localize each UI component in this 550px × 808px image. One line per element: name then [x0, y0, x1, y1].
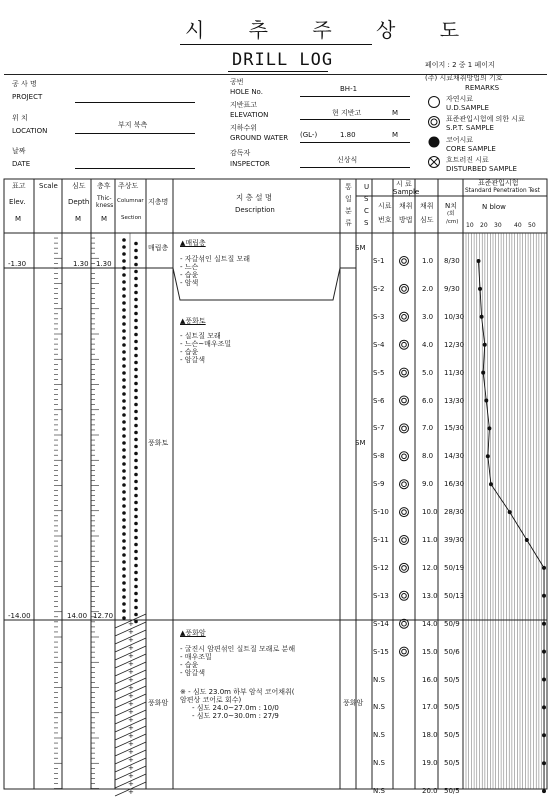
hdr-uscs-1: 통 [345, 183, 352, 191]
layer2-uscs: SM [355, 439, 366, 447]
svg-text:+: + [128, 636, 134, 644]
layer3-title: ▲풍화암 [180, 629, 206, 637]
svg-text:+: + [128, 644, 134, 652]
sample-depth: 8.0 [422, 452, 434, 461]
sample-no: S-12 [373, 563, 389, 572]
svg-text:+: + [128, 716, 134, 724]
svg-text:+: + [128, 764, 134, 772]
svg-text:+: + [128, 676, 134, 684]
sample-no: S-15 [373, 647, 389, 656]
hole-value: BH-1 [340, 85, 358, 93]
sample-depth: 6.0 [422, 396, 434, 405]
sample-n: 50/6 [444, 647, 460, 656]
sample-depth: 14.0 [422, 619, 438, 628]
gw-value: 1.80 [340, 131, 356, 139]
layer3-line4: - 암갈색 [180, 669, 206, 677]
layer3-note1: ※ - 심도 23.0m 하부 암석 코어채취( [180, 688, 295, 696]
svg-text:+: + [128, 668, 134, 676]
sample-depth: 19.0 [422, 759, 438, 768]
layer3-note4: - 심도 27.0~30.0m : 27/9 [192, 712, 279, 720]
hdr-uscs2-4: S [364, 219, 369, 227]
sample-depth: 20.0 [422, 787, 438, 796]
sample-depth: 4.0 [422, 340, 434, 349]
layer2-line1: - 실트질 모래 [180, 332, 221, 340]
layer3-line1: - 굴진시 암편섞인 실트질 모래로 분해 [180, 645, 296, 653]
layer3-name: 풍화암 [148, 699, 169, 707]
hdr-depth-kr: 심도 [72, 182, 86, 190]
hdr-sdepth-1: 채취 [420, 202, 434, 210]
svg-text:+: + [128, 780, 134, 788]
layer1-depth: 1.30 [73, 260, 89, 268]
project-label-kr: 공 사 명 [12, 80, 37, 88]
ud-sample-icon [429, 97, 440, 108]
sample-no: S-9 [373, 480, 385, 489]
remark-core-kr: 코어시료 [446, 136, 474, 144]
hdr-elev-unit: M [15, 215, 22, 223]
hdr-smethod-1: 채취 [399, 202, 413, 210]
sample-depth: 16.0 [422, 675, 438, 684]
hdr-sno-2: 번호 [378, 216, 392, 224]
remark-spt-kr: 표준관입시험에 의한 시료 [446, 115, 525, 123]
core-sample-icon [429, 137, 440, 148]
layer2-thick: 12.70 [93, 612, 114, 620]
hdr-sno-1: 시료 [378, 202, 392, 210]
layer1-elev: -1.30 [8, 260, 27, 268]
hole-label-kr: 공번 [230, 78, 244, 86]
sample-n: 50/5 [444, 731, 460, 740]
sample-no: N.S [373, 731, 385, 740]
svg-text:+: + [128, 772, 134, 780]
layer2-depth: 14.00 [67, 612, 88, 620]
sample-depth: 18.0 [422, 731, 438, 740]
sample-no: S-3 [373, 312, 385, 321]
hdr-nval-3: /cm) [446, 219, 459, 225]
sample-depth: 11.0 [422, 536, 438, 544]
location-label-kr: 위 치 [12, 114, 28, 122]
layer3-note2: 암편상 코어로 회수) [180, 696, 242, 704]
svg-text:+: + [128, 684, 134, 692]
hole-label-en: HOLE No. [230, 88, 263, 96]
hdr-thick-unit: M [101, 215, 108, 223]
tick-20: 20 [480, 222, 488, 229]
sample-n: 8/30 [444, 257, 460, 265]
sample-depth: 1.0 [422, 257, 434, 265]
hdr-scale: Scale [39, 182, 58, 190]
sample-n: 12/30 [444, 340, 465, 349]
layer1-line3: - 습윤 [180, 271, 199, 279]
hdr-layer: 지층명 [148, 198, 169, 206]
hdr-uscs2-2: S [364, 195, 369, 203]
layer2-name: 풍화토 [148, 439, 169, 447]
remarks-sub: REMARKS [465, 84, 500, 92]
remark-ud-kr: 자연시료 [446, 95, 474, 103]
hdr-sample-kr: 시 료 [396, 180, 412, 188]
sample-no: S-5 [373, 368, 385, 377]
sample-no: S-7 [373, 424, 385, 433]
sample-n: 50/19 [444, 563, 465, 572]
svg-text:+: + [128, 700, 134, 708]
svg-text:+: + [128, 620, 134, 628]
svg-text:+: + [128, 724, 134, 732]
hdr-desc-kr: 지 층 설 명 [236, 193, 273, 202]
inspector-value: 신상식 [337, 156, 358, 164]
svg-text:+: + [128, 732, 134, 740]
sample-n: 50/13 [444, 591, 465, 600]
sample-n: 50/5 [444, 703, 460, 712]
sample-no: S-4 [373, 340, 385, 349]
gw-label-en: GROUND WATER [230, 134, 289, 142]
svg-text:+: + [128, 652, 134, 660]
hdr-uscs-2: 일 [345, 195, 352, 203]
tick-30: 30 [494, 222, 502, 229]
sample-n: 14/30 [444, 452, 465, 461]
sample-no: S-14 [373, 619, 389, 628]
hdr-smethod-2: 방법 [399, 216, 413, 224]
tick-10: 10 [466, 222, 474, 229]
hdr-sdepth-2: 심도 [420, 216, 434, 224]
svg-text:+: + [128, 628, 134, 636]
sample-no: N.S [373, 759, 385, 768]
sample-no: S-8 [373, 452, 385, 461]
tick-50: 50 [528, 222, 536, 229]
layer1-uscs: SM [355, 244, 366, 252]
layer3-line3: - 습윤 [180, 661, 199, 669]
sample-depth: 2.0 [422, 284, 434, 293]
gw-unit: M [392, 131, 399, 139]
sample-depth: 17.0 [422, 703, 438, 712]
tick-40: 40 [514, 222, 522, 229]
disturbed-sample-icon [429, 157, 440, 168]
hdr-spt-kr: 표준관입시험 [478, 179, 519, 187]
hdr-column-en: Columnar [117, 198, 144, 204]
spt-sample-icon [429, 117, 440, 128]
layer2-title: ▲풍화토 [180, 317, 206, 325]
gw-prefix: (GL-) [300, 131, 318, 139]
layer3-uscs: 풍화암 [343, 699, 364, 707]
hdr-thick-en: Thic- [97, 195, 112, 202]
elevation-label-kr: 지반표고 [230, 101, 258, 109]
sample-no: N.S [373, 703, 385, 712]
layer3-line2: - 매우조밀 [180, 653, 212, 661]
hdr-sample-en: Sample [393, 188, 420, 196]
layer2-line2: - 느슨~매우조밀 [180, 340, 232, 348]
hdr-spt-en: Standard Penetration Test [465, 188, 540, 194]
svg-text:+: + [128, 788, 134, 796]
remark-spt-en: S.P.T. SAMPLE [446, 124, 494, 132]
project-label-en: PROJECT [12, 93, 43, 101]
sample-n: 50/9 [444, 619, 460, 628]
sample-no: N.S [373, 787, 385, 796]
remark-disturbed-kr: 흐트러진 시료 [446, 156, 489, 164]
sample-n: 10/30 [444, 312, 465, 321]
title-english: DRILL LOG [232, 50, 334, 70]
sample-depth: 3.0 [422, 312, 434, 321]
hdr-nval-1: N치 [445, 202, 457, 210]
hdr-depth-en: Depth [68, 198, 90, 206]
hdr-uscs-3: 분 [345, 207, 352, 215]
sample-depth: 12.0 [422, 563, 438, 572]
svg-text:+: + [128, 748, 134, 756]
remark-core-en: CORE SAMPLE [446, 145, 496, 153]
hdr-thick-en2: kness [96, 202, 114, 209]
layer1-line2: - 느슨 [180, 263, 199, 271]
inspector-label-en: INSPECTOR [230, 160, 270, 168]
layer1-title: ▲매립층 [180, 239, 206, 247]
svg-text:+: + [128, 692, 134, 700]
sample-n: 11/30 [444, 368, 465, 377]
sample-depth: 10.0 [422, 508, 438, 517]
sample-n: 16/30 [444, 480, 465, 489]
hdr-column-kr: 주상도 [118, 182, 139, 190]
layer2-line3: - 습윤 [180, 348, 199, 356]
date-label-en: DATE [12, 160, 31, 168]
elevation-value: 현 지반고 [332, 109, 362, 117]
sample-depth: 5.0 [422, 368, 434, 377]
sample-no: S-2 [373, 284, 385, 293]
svg-text:+: + [128, 740, 134, 748]
remark-disturbed-en: DISTURBED SAMPLE [446, 165, 517, 173]
svg-text:+: + [128, 756, 134, 764]
remark-ud-en: U.D.SAMPLE [446, 104, 489, 112]
sample-n: 9/30 [444, 284, 460, 293]
sample-n: 50/5 [444, 787, 460, 796]
remarks-title: (주) 시료채취방법의 기호 [425, 74, 503, 82]
hdr-uscs2-3: C [364, 207, 369, 215]
page-indicator: 페이지 : 2 중 1 페이지 [425, 61, 495, 69]
sample-depth: 9.0 [422, 480, 434, 489]
sample-depth: 7.0 [422, 424, 434, 433]
sample-n: 39/30 [444, 536, 465, 544]
elevation-unit: M [392, 109, 399, 117]
hdr-uscs2-1: U [364, 183, 370, 191]
sample-depth: 13.0 [422, 591, 438, 600]
sample-no: S-6 [373, 396, 385, 405]
elevation-label-en: ELEVATION [230, 111, 269, 119]
layer1-thick: 1.30 [96, 260, 112, 268]
sample-no: N.S [373, 675, 385, 684]
layer3-note3: - 심도 24.0~27.0m : 10/0 [192, 704, 279, 712]
sample-no: S-13 [373, 591, 389, 600]
sample-no: S-10 [373, 508, 389, 517]
hdr-column-en2: Section [121, 215, 142, 221]
hdr-thick-kr: 층후 [97, 182, 111, 190]
sample-no: S-1 [373, 257, 385, 265]
gw-label-kr: 지하수위 [230, 124, 258, 132]
date-label-kr: 날짜 [12, 147, 26, 155]
hdr-uscs-4: 류 [345, 219, 352, 227]
svg-text:+: + [128, 708, 134, 716]
sample-depth: 15.0 [422, 647, 438, 656]
sample-n: 13/30 [444, 396, 465, 405]
hdr-nblow: N blow [482, 203, 506, 211]
sample-n: 50/5 [444, 759, 460, 768]
hdr-depth-unit: M [75, 215, 82, 223]
layer2-line4: - 암갈색 [180, 356, 206, 364]
svg-text:+: + [128, 660, 134, 668]
hdr-elev-kr: 표고 [12, 182, 26, 190]
location-label-en: LOCATION [12, 127, 48, 135]
sample-n: 50/5 [444, 675, 460, 684]
layer2-elev: -14.00 [8, 612, 31, 620]
layer1-line4: - 암색 [180, 279, 199, 287]
sample-no: S-11 [373, 536, 389, 544]
layer1-name: 매립층 [148, 244, 169, 252]
hdr-elev-en: Elev. [9, 198, 26, 206]
hdr-nval-2: (회 [447, 211, 455, 217]
sample-n: 28/30 [444, 508, 465, 517]
layer1-line1: - 자갈섞인 실트질 모래 [180, 255, 251, 263]
hdr-desc-en: Description [235, 206, 275, 214]
sample-n: 15/30 [444, 424, 465, 433]
inspector-label-kr: 감독자 [230, 149, 251, 157]
title-korean: 시 추 주 상 도 [185, 18, 479, 42]
location-value: 부지 북측 [118, 121, 148, 129]
